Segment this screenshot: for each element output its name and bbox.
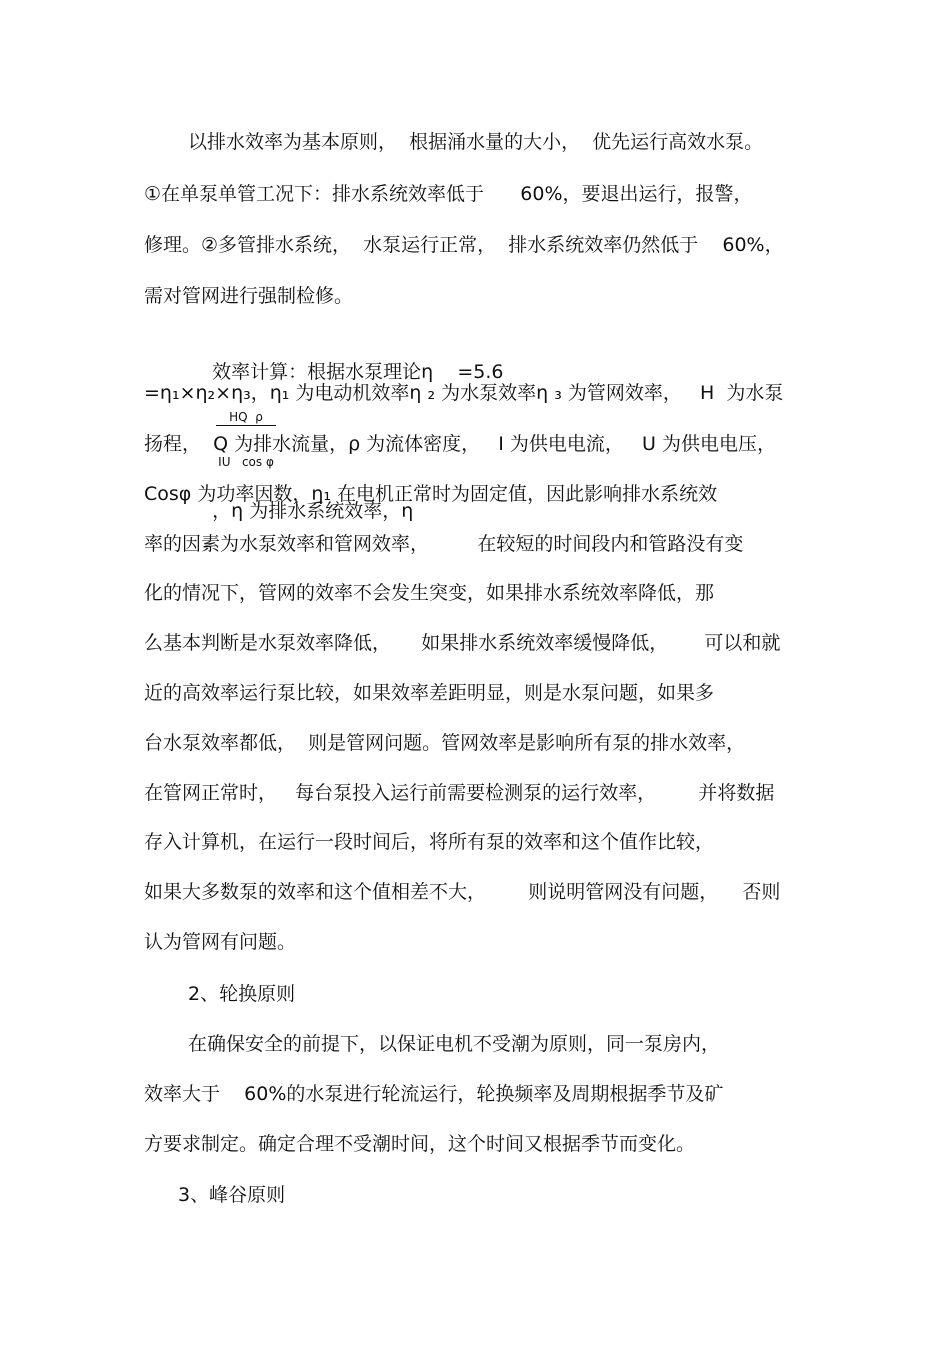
paragraph-line-11: 么基本判断是水泵效率降低， 如果排水系统效率缓慢降低， 可以和就 xyxy=(144,632,781,654)
paragraph-line-14: 在管网正常时， 每台泵投入运行前需要检测泵的运行效率， 并将数据 xyxy=(144,782,775,804)
section-heading-rotation: 2、轮换原则 xyxy=(188,983,296,1005)
paragraph-line-6: =η₁×η₂×η₃，η₁ 为电动机效率η ₂ 为水泵效率η ₃ 为管网效率， H 为水泵 xyxy=(144,382,784,404)
paragraph-line-20: 效率大于 60%的水泵进行轮流运行，轮换频率及周期根据季节及矿 xyxy=(144,1083,724,1105)
paragraph-line-13: 台水泵效率都低， 则是管网问题。管网效率是影响所有泵的排水效率， xyxy=(144,732,746,754)
formula-suffix: ，η 为排水系统效率，η xyxy=(212,500,414,522)
paragraph-line-21: 方要求制定。确定合理不受潮时间，这个时间又根据季节而变化。 xyxy=(144,1133,696,1155)
section-heading-peak-valley: 3、峰谷原则 xyxy=(178,1184,286,1206)
paragraph-line-12: 近的高效率运行泵比较，如果效率差距明显，则是水泵问题，如果多 xyxy=(144,682,715,704)
paragraph-line-19: 在确保安全的前提下，以保证电机不受潮为原则，同一泵房内， xyxy=(188,1033,721,1055)
paragraph-line-2: ①在单泵单管工况下：排水系统效率低于 60%，要退出运行，报警， xyxy=(144,183,753,205)
fraction-denominator: IU cos φ xyxy=(218,455,274,469)
paragraph-line-1: 以排水效率为基本原则， 根据涌水量的大小， 优先运行高效水泵。 xyxy=(188,131,764,153)
paragraph-line-3: 修理。②多管排水系统， 水泵运行正常， 排水系统效率仍然低于 60%， xyxy=(144,234,784,256)
formula-prefix: 效率计算：根据水泵理论η =5.6 xyxy=(212,361,504,383)
paragraph-line-16: 如果大多数泵的效率和这个值相差不大， 则说明管网没有问题， 否则 xyxy=(144,881,781,903)
paragraph-line-17: 认为管网有问题。 xyxy=(144,931,297,953)
paragraph-line-8: Cosφ 为功率因数，η₁ 在电机正常时为固定值，因此影响排水系统效 xyxy=(144,483,718,505)
fraction-numerator: HQ ρ xyxy=(216,410,276,426)
paragraph-line-7: 扬程， Q 为排水流量，ρ 为流体密度， I 为供电电流， U 为供电电压， xyxy=(144,433,777,455)
paragraph-line-9: 率的因素为水泵效率和管网效率， 在较短的时间段内和管路没有变 xyxy=(144,533,744,555)
paragraph-line-10: 化的情况下，管网的效率不会发生突变，如果排水系统效率降低，那 xyxy=(144,582,715,604)
paragraph-line-15: 存入计算机，在运行一段时间后，将所有泵的效率和这个值作比较， xyxy=(144,831,715,853)
paragraph-line-4: 需对管网进行强制检修。 xyxy=(144,285,354,307)
